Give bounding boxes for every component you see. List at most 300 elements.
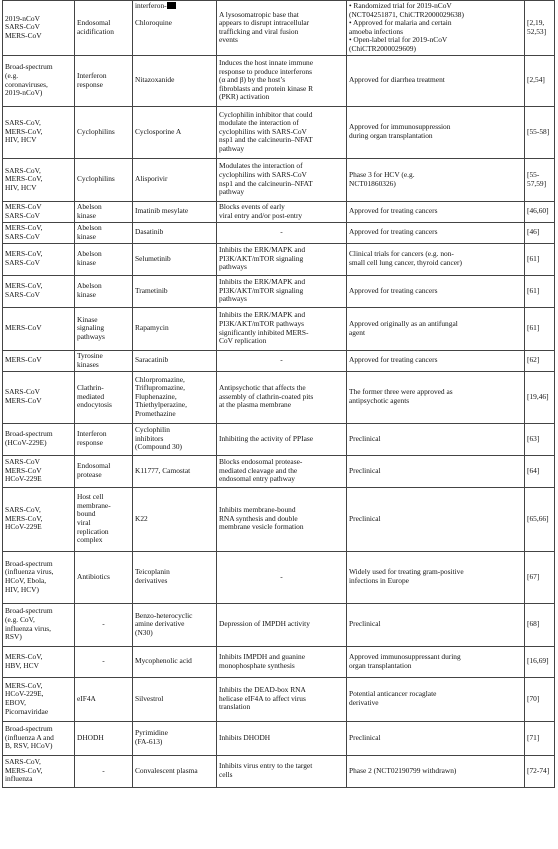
cell-line: - xyxy=(280,571,283,581)
cell-line: interferon- xyxy=(135,1,167,10)
cell-line: PI3K/AKT/mTOR signaling xyxy=(219,285,304,295)
cell-line: (NCT04251871, ChiCTR2000029638) xyxy=(349,9,464,19)
table-row xyxy=(3,307,555,350)
virus-cell xyxy=(3,222,75,243)
refs-cell xyxy=(525,551,555,603)
cell-line: K11777, Camostat xyxy=(135,465,191,475)
cell-line: (ChiCTR2000029609) xyxy=(349,43,416,53)
refs-cell xyxy=(525,423,555,455)
table-row xyxy=(3,243,555,275)
status-cell xyxy=(347,201,525,222)
drug-cell xyxy=(133,106,217,158)
table-row xyxy=(3,1,555,56)
cell-line: Preclinical xyxy=(349,732,381,742)
cell-line: Cyclophilins xyxy=(77,174,115,184)
mechanism-cell xyxy=(217,55,347,106)
cell-line: [61] xyxy=(527,285,540,295)
cell-line: SARS-CoV xyxy=(5,290,40,300)
cell-line: MERS-CoV xyxy=(5,396,42,406)
cell-line: small cell lung cancer, thyroid cancer) xyxy=(349,258,462,268)
cell-line: Silvestrol xyxy=(135,693,164,703)
cell-line: Kinase xyxy=(77,314,98,324)
cell-line: amoeba infections xyxy=(349,26,403,36)
refs-cell xyxy=(525,243,555,275)
target-cell xyxy=(75,158,133,201)
cell-line: during organ transplantation xyxy=(349,131,433,141)
status-cell xyxy=(347,307,525,350)
drug-cell xyxy=(133,1,217,56)
virus-cell xyxy=(3,455,75,487)
mechanism-cell xyxy=(217,646,347,677)
mechanism-cell xyxy=(217,603,347,646)
mechanism-cell xyxy=(217,106,347,158)
target-cell xyxy=(75,646,133,677)
refs-cell xyxy=(525,158,555,201)
cell-line: Interferon xyxy=(77,70,107,80)
cell-line: MERS-CoV, xyxy=(5,174,43,184)
virus-cell xyxy=(3,603,75,646)
table-row xyxy=(3,275,555,307)
cell-line: Antipsychotic that affects the xyxy=(219,383,306,393)
drug-cell xyxy=(133,158,217,201)
cell-line: Chloroquine xyxy=(135,17,172,27)
cell-line: 2019-nCoV) xyxy=(5,88,43,98)
virus-cell xyxy=(3,423,75,455)
cell-line: Imatinib mesylate xyxy=(135,206,189,216)
mechanism-cell xyxy=(217,158,347,201)
virus-cell xyxy=(3,1,75,56)
cell-line: [46] xyxy=(527,227,540,237)
cell-line: Induces the host innate immune xyxy=(219,58,314,68)
cell-line: influenza xyxy=(5,774,33,784)
cell-line: antipsychotic agents xyxy=(349,396,410,406)
cell-line: Convalescent plasma xyxy=(135,765,198,775)
target-cell xyxy=(75,201,133,222)
cell-line: [2,19, xyxy=(527,18,545,28)
cell-line: RSV) xyxy=(5,632,22,642)
refs-cell xyxy=(525,222,555,243)
drug-cell xyxy=(133,222,217,243)
cell-line: (PKR) activation xyxy=(219,92,270,102)
drug-cell xyxy=(133,677,217,721)
cell-line: protease xyxy=(77,470,102,480)
cell-line: SARS-CoV xyxy=(5,22,40,32)
cell-line: organ transplantation xyxy=(349,660,412,670)
refs-cell xyxy=(525,106,555,158)
status-cell xyxy=(347,222,525,243)
drug-cell xyxy=(133,243,217,275)
cell-line: membrane- xyxy=(77,500,111,510)
cell-line: Preclinical xyxy=(349,619,381,629)
cell-line: endosomal entry pathway xyxy=(219,474,295,484)
cell-line: 2019-nCoV xyxy=(5,13,40,23)
cell-line: Abelson xyxy=(77,222,102,232)
refs-cell xyxy=(525,721,555,755)
mechanism-cell xyxy=(217,721,347,755)
refs-cell xyxy=(525,275,555,307)
cell-line: Cyclosporine A xyxy=(135,126,182,136)
cell-line: Promethazine xyxy=(135,408,176,418)
target-cell xyxy=(75,721,133,755)
cell-line: [67] xyxy=(527,571,540,581)
cell-line: Triflupromazine, xyxy=(135,383,186,393)
cell-line: Approved immunosuppressant during xyxy=(349,651,461,661)
cell-line: SARS-CoV xyxy=(5,210,40,220)
cell-line: Abelson xyxy=(77,281,102,291)
cell-line: Inhibits virus entry to the target xyxy=(219,761,313,771)
target-cell xyxy=(75,755,133,787)
cell-line: response to produce interferons xyxy=(219,66,312,76)
refs-cell xyxy=(525,371,555,423)
target-cell xyxy=(75,307,133,350)
cell-line: infections in Europe xyxy=(349,576,409,586)
cell-line: MERS-CoV, xyxy=(5,651,43,661)
status-cell xyxy=(347,1,525,56)
cell-line: eIF4A xyxy=(77,693,96,703)
cell-line: Inhibits the ERK/MAPK and xyxy=(219,277,306,287)
cell-line: coronaviruses, xyxy=(5,79,48,89)
cell-line: [46,60] xyxy=(527,206,549,216)
cell-line: [70] xyxy=(527,693,540,703)
virus-cell xyxy=(3,755,75,787)
cell-line: Rapamycin xyxy=(135,323,169,333)
cell-line: significantly inhibited MERS- xyxy=(219,327,309,337)
cell-line: MERS-CoV xyxy=(5,31,42,41)
table-row xyxy=(3,350,555,371)
target-cell xyxy=(75,1,133,56)
cell-line: cyclophilins with SARS-CoV xyxy=(219,169,307,179)
cell-line: Chlorpromazine, xyxy=(135,374,185,384)
cell-line: Inhibits the ERK/MAPK and xyxy=(219,245,306,255)
cell-line: Broad-spectrum xyxy=(5,62,53,72)
target-cell xyxy=(75,455,133,487)
cell-line: • Open-label trial for 2019-nCoV xyxy=(349,35,448,45)
cell-line: SARS-CoV, xyxy=(5,165,41,175)
refs-cell xyxy=(525,677,555,721)
cell-line: HIV, HCV xyxy=(5,135,37,145)
cell-line-wrap xyxy=(135,2,214,11)
cell-line: Potential anticancer rocaglate xyxy=(349,689,437,699)
cell-line: 57,59] xyxy=(527,178,547,188)
cell-line: • Approved for malaria and certain xyxy=(349,18,452,28)
cell-line: SARS-CoV, xyxy=(5,505,41,515)
drug-cell xyxy=(133,307,217,350)
mechanism-cell xyxy=(217,755,347,787)
cell-line: (α and β) by the host’s xyxy=(219,75,286,85)
cell-line: Mycophenolic acid xyxy=(135,656,192,666)
cell-line: - xyxy=(102,656,105,666)
drug-cell xyxy=(133,455,217,487)
cell-line: agent xyxy=(349,327,366,337)
cell-line: acidification xyxy=(77,26,114,36)
cell-line: (HCoV-229E) xyxy=(5,438,47,448)
cell-line: Interferon xyxy=(77,429,107,439)
cell-line: HIV, HCV xyxy=(5,182,37,192)
cell-line: Blocks endosomal protease- xyxy=(219,457,303,467)
cell-line: Host cell xyxy=(77,492,104,502)
mechanism-cell xyxy=(217,487,347,551)
refs-cell xyxy=(525,603,555,646)
cell-line: 52,53] xyxy=(527,26,547,36)
cell-line: MERS-CoV, xyxy=(5,281,43,291)
cell-line: [64] xyxy=(527,465,540,475)
virus-cell xyxy=(3,721,75,755)
virus-cell xyxy=(3,646,75,677)
cell-line: Preclinical xyxy=(349,433,381,443)
mechanism-cell xyxy=(217,275,347,307)
status-cell xyxy=(347,106,525,158)
cell-line: Pyrimidine xyxy=(135,728,168,738)
cell-line: response xyxy=(77,438,103,448)
refs-cell xyxy=(525,55,555,106)
mechanism-cell xyxy=(217,350,347,371)
cell-line: SARS-CoV xyxy=(5,387,40,397)
cell-line: mediated cleavage and the xyxy=(219,465,298,475)
cell-line: amine derivative xyxy=(135,619,185,629)
cell-line: appears to disrupt intracellular xyxy=(219,18,310,28)
cell-line: - xyxy=(280,227,283,237)
cell-line: PI3K/AKT/mTOR pathways xyxy=(219,318,305,328)
refs-cell xyxy=(525,350,555,371)
cell-line: kinase xyxy=(77,258,96,268)
redaction-block xyxy=(167,2,176,9)
table-row xyxy=(3,677,555,721)
target-cell xyxy=(75,106,133,158)
cell-line: pathway xyxy=(219,187,245,197)
virus-cell xyxy=(3,55,75,106)
status-cell xyxy=(347,677,525,721)
cell-line: Clathrin- xyxy=(77,383,104,393)
cell-line: RNA synthesis and double xyxy=(219,513,298,523)
cell-line: nsp1 and the calcineurin–NFAT xyxy=(219,178,313,188)
drug-cell xyxy=(133,371,217,423)
target-cell xyxy=(75,55,133,106)
status-cell xyxy=(347,55,525,106)
cell-line: [71] xyxy=(527,732,540,742)
cell-line: [2,54] xyxy=(527,75,545,85)
cell-line: Antibiotics xyxy=(77,571,110,581)
cell-line: - xyxy=(102,619,105,629)
cell-line: Approved for treating cancers xyxy=(349,355,438,365)
drug-cell xyxy=(133,487,217,551)
mechanism-cell xyxy=(217,677,347,721)
cell-line: CoV replication xyxy=(219,336,267,346)
status-cell xyxy=(347,721,525,755)
cell-line: Tyrosine xyxy=(77,350,103,360)
refs-cell xyxy=(525,487,555,551)
cell-line: (influenza virus, xyxy=(5,567,54,577)
antiviral-drug-table xyxy=(2,0,555,788)
drug-cell xyxy=(133,55,217,106)
cell-line: B, RSV, HCoV) xyxy=(5,741,53,751)
cell-line: monophosphate synthesis xyxy=(219,660,295,670)
cell-line: Clinical trials for cancers (e.g. non- xyxy=(349,249,454,259)
cell-line: pathways xyxy=(219,294,247,304)
table-row xyxy=(3,603,555,646)
cell-line: Endosomal xyxy=(77,18,111,28)
status-cell xyxy=(347,646,525,677)
cell-line: MERS-CoV, xyxy=(5,222,43,232)
status-cell xyxy=(347,423,525,455)
cell-line: Preclinical xyxy=(349,513,381,523)
drug-cell xyxy=(133,275,217,307)
cell-line: Broad-spectrum xyxy=(5,606,53,616)
target-cell xyxy=(75,423,133,455)
drug-cell xyxy=(133,721,217,755)
virus-cell xyxy=(3,307,75,350)
cell-line: Cyclophilin xyxy=(135,425,170,435)
cell-line: fibroblasts and protein kinase R xyxy=(219,83,314,93)
table-row xyxy=(3,106,555,158)
cell-line: endocytosis xyxy=(77,400,112,410)
cell-line: translation xyxy=(219,702,251,712)
cell-line: HIV, HCV) xyxy=(5,584,39,594)
cell-line: Inhibits DHODH xyxy=(219,732,271,742)
table-row xyxy=(3,721,555,755)
target-cell xyxy=(75,677,133,721)
cell-line: Broad-spectrum xyxy=(5,558,53,568)
cell-line: Broad-spectrum xyxy=(5,724,53,734)
cell-line: (e.g. CoV, xyxy=(5,614,35,624)
mechanism-cell xyxy=(217,551,347,603)
table-row xyxy=(3,646,555,677)
cell-line: helicase eIF4A to affect virus xyxy=(219,693,306,703)
cell-line: derivatives xyxy=(135,576,168,586)
mechanism-cell xyxy=(217,455,347,487)
cell-line: Broad-spectrum xyxy=(5,429,53,439)
target-cell xyxy=(75,487,133,551)
table-row xyxy=(3,222,555,243)
cell-line: bound xyxy=(77,509,96,519)
mechanism-cell xyxy=(217,307,347,350)
cell-line: (N30) xyxy=(135,627,153,637)
table-row xyxy=(3,55,555,106)
refs-cell xyxy=(525,1,555,56)
target-cell xyxy=(75,275,133,307)
cell-line: Phase 3 for HCV (e.g. xyxy=(349,169,415,179)
cell-line: cells xyxy=(219,770,233,780)
cell-line: Abelson xyxy=(77,249,102,259)
cell-line: HCoV, Ebola, xyxy=(5,576,47,586)
status-cell xyxy=(347,455,525,487)
mechanism-cell xyxy=(217,201,347,222)
cell-line: (e.g. xyxy=(5,70,19,80)
drug-cell xyxy=(133,350,217,371)
cell-line: HCoV-229E xyxy=(5,474,42,484)
cell-line: PI3K/AKT/mTOR signaling xyxy=(219,253,304,263)
cell-line: pathways xyxy=(77,331,105,341)
cell-line: Approved for treating cancers xyxy=(349,206,438,216)
status-cell xyxy=(347,603,525,646)
cell-line: [16,69] xyxy=(527,656,549,666)
cell-line: HBV, HCV xyxy=(5,660,39,670)
cell-line: Endosomal xyxy=(77,461,111,471)
status-cell xyxy=(347,371,525,423)
cell-line: Cyclophilins xyxy=(77,126,115,136)
cell-line: MERS-CoV, xyxy=(5,680,43,690)
cell-line: [55- xyxy=(527,169,540,179)
mechanism-cell xyxy=(217,222,347,243)
cell-line: kinase xyxy=(77,231,96,241)
virus-cell xyxy=(3,275,75,307)
cell-line: at the plasma membrane xyxy=(219,400,292,410)
drug-cell xyxy=(133,646,217,677)
cell-line: derivative xyxy=(349,698,379,708)
table-row xyxy=(3,755,555,787)
table-row xyxy=(3,158,555,201)
cell-line: response xyxy=(77,79,103,89)
cell-line: Inhibiting the activity of PPIase xyxy=(219,433,314,443)
status-cell xyxy=(347,275,525,307)
cell-line: (influenza A and xyxy=(5,732,54,742)
cell-line: SARS-CoV xyxy=(5,231,40,241)
cell-line: MERS-CoV xyxy=(5,201,42,211)
cell-line: Selumetinib xyxy=(135,253,171,263)
cell-line: HCoV-229E, xyxy=(5,689,44,699)
cell-line: - xyxy=(102,765,105,775)
cell-line: Picornaviridae xyxy=(5,706,49,716)
cell-line: Approved for treating cancers xyxy=(349,285,438,295)
drug-table-document xyxy=(2,0,554,788)
drug-cell xyxy=(133,201,217,222)
mechanism-cell xyxy=(217,1,347,56)
cell-line: K22 xyxy=(135,513,148,523)
cell-line: [63] xyxy=(527,433,540,443)
cell-line: Approved for immunosuppression xyxy=(349,122,451,132)
status-cell xyxy=(347,243,525,275)
cell-line: modulate the interaction of xyxy=(219,118,299,128)
cell-line: influenza virus, xyxy=(5,623,51,633)
cell-line: kinase xyxy=(77,290,96,300)
cell-line: mediated xyxy=(77,391,105,401)
table-row xyxy=(3,201,555,222)
cell-line: EBOV, xyxy=(5,698,27,708)
cell-line: pathway xyxy=(219,143,245,153)
cell-line: [65,66] xyxy=(527,513,549,523)
virus-cell xyxy=(3,487,75,551)
mechanism-cell xyxy=(217,371,347,423)
cell-line: Inhibits the ERK/MAPK and xyxy=(219,310,306,320)
mechanism-cell xyxy=(217,423,347,455)
table-body xyxy=(3,1,555,788)
cell-line: (FA-613) xyxy=(135,737,163,747)
cell-line: MERS-CoV xyxy=(5,465,42,475)
cell-line: The former three were approved as xyxy=(349,387,453,397)
virus-cell xyxy=(3,350,75,371)
cell-line: Abelson xyxy=(77,201,102,211)
refs-cell xyxy=(525,755,555,787)
cell-line: [68] xyxy=(527,619,540,629)
cell-line: Cyclophilin inhibitor that could xyxy=(219,109,313,119)
cell-line: kinase xyxy=(77,210,96,220)
cell-line: SARS-CoV xyxy=(5,457,40,467)
cell-line: Phase 2 (NCT02190799 withdrawn) xyxy=(349,765,457,775)
cell-line: Benzo-heterocyclic xyxy=(135,610,193,620)
table-row xyxy=(3,423,555,455)
drug-cell xyxy=(133,603,217,646)
cell-line: MERS-CoV, xyxy=(5,249,43,259)
cell-line: Preclinical xyxy=(349,465,381,475)
cell-line: - xyxy=(280,355,283,365)
virus-cell xyxy=(3,551,75,603)
cell-line: MERS-CoV, xyxy=(5,126,43,136)
status-cell xyxy=(347,350,525,371)
refs-cell xyxy=(525,307,555,350)
cell-line: Teicoplanin xyxy=(135,567,170,577)
cell-line: [61] xyxy=(527,253,540,263)
cell-line: Nitazoxanide xyxy=(135,75,175,85)
cell-line: Fluphenazine, xyxy=(135,391,177,401)
